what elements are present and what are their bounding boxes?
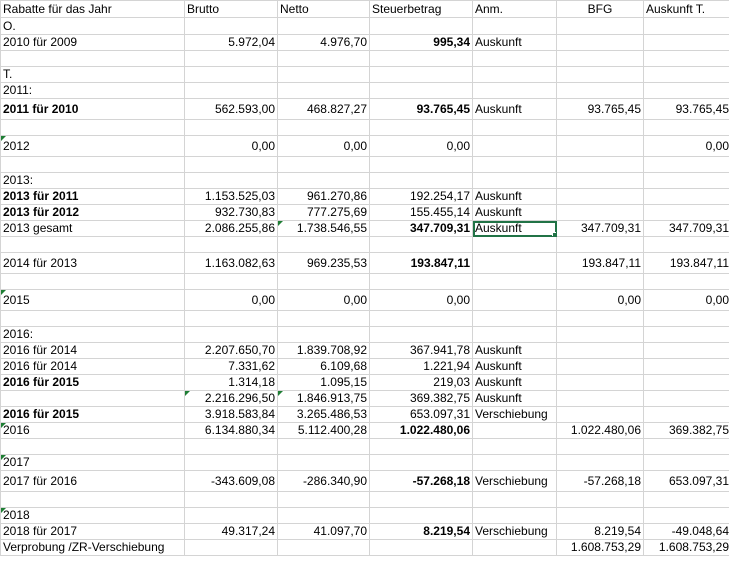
cell-year[interactable]: 2011: [1, 83, 185, 99]
cell-anm[interactable] [473, 136, 557, 157]
cell-bfg[interactable] [557, 375, 644, 391]
cell-auskunft-t[interactable] [644, 311, 729, 327]
cell-bfg[interactable] [557, 455, 644, 471]
cell-auskunft-t[interactable] [644, 67, 729, 83]
cell-auskunft-t[interactable] [644, 51, 729, 67]
cell-anm[interactable] [473, 173, 557, 189]
cell-auskunft-t[interactable] [644, 189, 729, 205]
table-row [1, 524, 729, 540]
cell-anm[interactable]: Auskunft [473, 375, 557, 391]
cell-brutto[interactable] [185, 439, 278, 455]
cell-year[interactable] [1, 51, 185, 67]
cell-netto[interactable] [278, 67, 370, 83]
cell-year[interactable]: 2017 für 2016 [1, 471, 185, 492]
cell-bfg[interactable] [557, 327, 644, 343]
cell-year[interactable]: 2010 für 2009 [1, 35, 185, 51]
cell-anm[interactable] [473, 18, 557, 35]
cell-auskunft-t[interactable]: 0,00 [644, 136, 729, 157]
table-row [1, 253, 729, 274]
cell-netto[interactable] [278, 492, 370, 508]
table-row [1, 67, 729, 83]
cell-brutto[interactable]: 6.134.880,34 [185, 423, 278, 439]
cell-brutto[interactable]: 932.730,83 [185, 205, 278, 221]
cell-bfg[interactable] [557, 136, 644, 157]
cell-year[interactable]: 2016: [1, 327, 185, 343]
cell-brutto[interactable]: 0,00 [185, 290, 278, 311]
table-row [1, 508, 729, 524]
cell-auskunft-t[interactable]: 1.608.753,29 [644, 540, 729, 556]
cell-bfg[interactable] [557, 311, 644, 327]
cell-anm[interactable] [473, 311, 557, 327]
cell-auskunft-t[interactable] [644, 35, 729, 51]
cell-auskunft-t[interactable] [644, 120, 729, 136]
cell-anm[interactable] [473, 253, 557, 274]
cell-year[interactable]: 2018 [1, 508, 185, 524]
cell-steuerbetrag[interactable]: 8.219,54 [370, 524, 473, 540]
cell-year[interactable]: 2016 für 2014 [1, 343, 185, 359]
cell-brutto[interactable] [185, 508, 278, 524]
cell-auskunft-t[interactable] [644, 18, 729, 35]
cell-year[interactable]: 2016 für 2015 [1, 407, 185, 423]
cell-brutto[interactable] [185, 18, 278, 35]
cell-brutto[interactable] [185, 274, 278, 290]
cell-anm[interactable] [473, 492, 557, 508]
header-cell-netto[interactable]: Netto [278, 1, 370, 18]
cell-anm[interactable]: Auskunft [473, 189, 557, 205]
cell-bfg[interactable] [557, 274, 644, 290]
table-row [1, 120, 729, 136]
cell-brutto[interactable] [185, 51, 278, 67]
cell-anm[interactable]: Auskunft [473, 359, 557, 375]
cell-bfg[interactable]: 1.022.480,06 [557, 423, 644, 439]
header-cell-bfg[interactable]: BFG [557, 1, 644, 18]
cell-auskunft-t[interactable]: 193.847,11 [644, 253, 729, 274]
cell-steuerbetrag[interactable]: 192.254,17 [370, 189, 473, 205]
cell-brutto[interactable]: 5.972,04 [185, 35, 278, 51]
cell-steuerbetrag[interactable] [370, 439, 473, 455]
cell-brutto[interactable]: 2.207.650,70 [185, 343, 278, 359]
cell-auskunft-t[interactable] [644, 205, 729, 221]
cell-steuerbetrag[interactable] [370, 173, 473, 189]
cell-year[interactable]: 2012 [1, 136, 185, 157]
cell-bfg[interactable]: -57.268,18 [557, 471, 644, 492]
cell-brutto[interactable] [185, 311, 278, 327]
cell-brutto[interactable]: 1.153.525,03 [185, 189, 278, 205]
cell-brutto[interactable]: 2.086.255,86 [185, 221, 278, 237]
cell-steuerbetrag[interactable]: 193.847,11 [370, 253, 473, 274]
cell-anm[interactable]: Auskunft [473, 391, 557, 407]
cell-year[interactable] [1, 157, 185, 173]
cell-anm[interactable] [473, 439, 557, 455]
cell-netto[interactable] [278, 508, 370, 524]
cell-anm[interactable] [473, 540, 557, 556]
cell-year[interactable]: 2017 [1, 455, 185, 471]
cell-bfg[interactable] [557, 359, 644, 375]
cell-netto[interactable] [278, 237, 370, 253]
cell-steuerbetrag[interactable] [370, 67, 473, 83]
cell-brutto[interactable]: 49.317,24 [185, 524, 278, 540]
cell-netto[interactable]: 777.275,69 [278, 205, 370, 221]
table-row [1, 221, 729, 237]
cell-year[interactable]: 2014 für 2013 [1, 253, 185, 274]
cell-netto[interactable] [278, 311, 370, 327]
cell-anm[interactable]: Auskunft [473, 99, 557, 120]
cell-netto[interactable] [278, 455, 370, 471]
cell-brutto[interactable] [185, 455, 278, 471]
cell-anm[interactable] [473, 327, 557, 343]
cell-netto[interactable]: 5.112.400,28 [278, 423, 370, 439]
cell-auskunft-t[interactable] [644, 391, 729, 407]
table-row [1, 423, 729, 439]
cell-steuerbetrag[interactable]: 369.382,75 [370, 391, 473, 407]
header-row [1, 1, 729, 18]
table-row [1, 327, 729, 343]
cell-steuerbetrag[interactable]: 653.097,31 [370, 407, 473, 423]
cell-netto[interactable] [278, 18, 370, 35]
cell-anm[interactable] [473, 67, 557, 83]
cell-year[interactable] [1, 237, 185, 253]
cell-steuerbetrag[interactable]: 347.709,31 [370, 221, 473, 237]
cell-auskunft-t[interactable] [644, 492, 729, 508]
table-row [1, 407, 729, 423]
cell-anm[interactable]: Verschiebung [473, 471, 557, 492]
cell-netto[interactable]: -286.340,90 [278, 471, 370, 492]
cell-bfg[interactable]: 8.219,54 [557, 524, 644, 540]
cell-auskunft-t[interactable]: -49.048,64 [644, 524, 729, 540]
cell-steuerbetrag[interactable] [370, 18, 473, 35]
cell-brutto[interactable]: 562.593,00 [185, 99, 278, 120]
cell-steuerbetrag[interactable]: 0,00 [370, 136, 473, 157]
table-row [1, 157, 729, 173]
cell-bfg[interactable]: 0,00 [557, 290, 644, 311]
cell-bfg[interactable] [557, 492, 644, 508]
cell-brutto[interactable] [185, 540, 278, 556]
cell-auskunft-t[interactable] [644, 237, 729, 253]
cell-brutto[interactable] [185, 327, 278, 343]
cell-netto[interactable] [278, 120, 370, 136]
cell-auskunft-t[interactable]: 0,00 [644, 290, 729, 311]
table-row [1, 492, 729, 508]
cell-auskunft-t[interactable] [644, 375, 729, 391]
cell-auskunft-t[interactable] [644, 274, 729, 290]
cell-steuerbetrag[interactable]: 367.941,78 [370, 343, 473, 359]
table-row [1, 455, 729, 471]
cell-anm[interactable] [473, 51, 557, 67]
cell-brutto[interactable] [185, 67, 278, 83]
table-row [1, 189, 729, 205]
cell-netto[interactable] [278, 439, 370, 455]
cell-year[interactable]: 2013 für 2011 [1, 189, 185, 205]
cell-brutto[interactable] [185, 83, 278, 99]
cell-anm[interactable]: Auskunft [473, 35, 557, 51]
cell-bfg[interactable] [557, 189, 644, 205]
cell-netto[interactable]: 969.235,53 [278, 253, 370, 274]
cell-netto[interactable] [278, 51, 370, 67]
cell-brutto[interactable] [185, 237, 278, 253]
cell-steuerbetrag[interactable] [370, 157, 473, 173]
cell-netto[interactable]: 468.827,27 [278, 99, 370, 120]
cell-auskunft-t[interactable] [644, 173, 729, 189]
cell-auskunft-t[interactable]: 347.709,31 [644, 221, 729, 237]
cell-year[interactable]: 2013: [1, 173, 185, 189]
cell-brutto[interactable] [185, 157, 278, 173]
table-row [1, 343, 729, 359]
cell-bfg[interactable] [557, 35, 644, 51]
cell-bfg[interactable] [557, 67, 644, 83]
cell-bfg[interactable] [557, 237, 644, 253]
table-row [1, 274, 729, 290]
cell-steuerbetrag[interactable] [370, 237, 473, 253]
cell-bfg[interactable] [557, 205, 644, 221]
cell-steuerbetrag[interactable] [370, 327, 473, 343]
cell-year[interactable]: 2018 für 2017 [1, 524, 185, 540]
cell-netto[interactable]: 0,00 [278, 290, 370, 311]
cell-anm[interactable]: Verschiebung [473, 524, 557, 540]
cell-steuerbetrag[interactable]: 155.455,14 [370, 205, 473, 221]
cell-steuerbetrag[interactable] [370, 540, 473, 556]
cell-year[interactable]: 2011 für 2010 [1, 99, 185, 120]
cell-steuerbetrag[interactable]: 0,00 [370, 290, 473, 311]
table-row [1, 471, 729, 492]
cell-brutto[interactable]: -343.609,08 [185, 471, 278, 492]
cell-year[interactable]: Verprobung /ZR-Verschiebung [1, 540, 185, 556]
cell-anm[interactable] [473, 157, 557, 173]
header-cell-auskunft-t[interactable]: Auskunft T. [644, 1, 729, 18]
table-row [1, 83, 729, 99]
cell-brutto[interactable]: 0,00 [185, 136, 278, 157]
cell-netto[interactable] [278, 157, 370, 173]
cell-bfg[interactable] [557, 120, 644, 136]
cell-auskunft-t[interactable] [644, 407, 729, 423]
cell-year[interactable]: 2016 für 2014 [1, 359, 185, 375]
header-cell-year[interactable]: Rabatte für das Jahr [1, 1, 185, 18]
table-row [1, 359, 729, 375]
cell-year[interactable] [1, 492, 185, 508]
cell-bfg[interactable] [557, 173, 644, 189]
cell-netto[interactable]: 0,00 [278, 136, 370, 157]
table-row [1, 375, 729, 391]
cell-netto[interactable]: 1.846.913,75 [278, 391, 370, 407]
cell-netto[interactable] [278, 540, 370, 556]
header-cell-brutto[interactable]: Brutto [185, 1, 278, 18]
cell-bfg[interactable]: 93.765,45 [557, 99, 644, 120]
header-cell-anm[interactable]: Anm. [473, 1, 557, 18]
cell-bfg[interactable]: 193.847,11 [557, 253, 644, 274]
cell-bfg[interactable] [557, 157, 644, 173]
cell-brutto[interactable] [185, 120, 278, 136]
cell-netto[interactable] [278, 173, 370, 189]
cell-year[interactable]: T. [1, 67, 185, 83]
cell-anm[interactable]: Auskunft [473, 221, 557, 237]
cell-year[interactable] [1, 439, 185, 455]
cell-bfg[interactable] [557, 343, 644, 359]
cell-auskunft-t[interactable]: 653.097,31 [644, 471, 729, 492]
cell-steuerbetrag[interactable] [370, 274, 473, 290]
cell-year[interactable]: O. [1, 18, 185, 35]
cell-auskunft-t[interactable]: 369.382,75 [644, 423, 729, 439]
table-row [1, 99, 729, 120]
cell-anm[interactable] [473, 290, 557, 311]
cell-steuerbetrag[interactable] [370, 455, 473, 471]
cell-bfg[interactable] [557, 18, 644, 35]
cell-steuerbetrag[interactable]: 995,34 [370, 35, 473, 51]
cell-netto[interactable]: 1.095,15 [278, 375, 370, 391]
table-row [1, 311, 729, 327]
table-row [1, 391, 729, 407]
cell-anm[interactable] [473, 120, 557, 136]
sheet-body [1, 18, 729, 556]
cell-steuerbetrag[interactable]: -57.268,18 [370, 471, 473, 492]
cell-netto[interactable] [278, 274, 370, 290]
cell-anm[interactable]: Auskunft [473, 343, 557, 359]
cell-netto[interactable] [278, 83, 370, 99]
cell-year[interactable] [1, 120, 185, 136]
cell-netto[interactable]: 1.738.546,55 [278, 221, 370, 237]
cell-steuerbetrag[interactable]: 219,03 [370, 375, 473, 391]
cell-steuerbetrag[interactable] [370, 508, 473, 524]
cell-brutto[interactable]: 1.163.082,63 [185, 253, 278, 274]
table-row [1, 290, 729, 311]
cell-steuerbetrag[interactable] [370, 120, 473, 136]
cell-netto[interactable]: 4.976,70 [278, 35, 370, 51]
cell-auskunft-t[interactable] [644, 455, 729, 471]
cell-auskunft-t[interactable] [644, 508, 729, 524]
cell-netto[interactable] [278, 327, 370, 343]
cell-bfg[interactable] [557, 83, 644, 99]
table-row [1, 173, 729, 189]
cell-anm[interactable]: Verschiebung [473, 407, 557, 423]
table-row [1, 237, 729, 253]
cell-anm[interactable] [473, 508, 557, 524]
cell-year[interactable] [1, 311, 185, 327]
cell-year[interactable] [1, 274, 185, 290]
cell-year[interactable] [1, 391, 185, 407]
cell-bfg[interactable] [557, 51, 644, 67]
cell-brutto[interactable] [185, 492, 278, 508]
cell-steuerbetrag[interactable]: 1.022.480,06 [370, 423, 473, 439]
cell-anm[interactable] [473, 455, 557, 471]
cell-steuerbetrag[interactable]: 1.221,94 [370, 359, 473, 375]
table-row [1, 136, 729, 157]
cell-anm[interactable] [473, 237, 557, 253]
cell-steuerbetrag[interactable] [370, 83, 473, 99]
cell-netto[interactable]: 1.839.708,92 [278, 343, 370, 359]
cell-bfg[interactable] [557, 508, 644, 524]
cell-anm[interactable] [473, 274, 557, 290]
cell-auskunft-t[interactable] [644, 359, 729, 375]
cell-bfg[interactable] [557, 439, 644, 455]
cell-netto[interactable]: 41.097,70 [278, 524, 370, 540]
cell-year[interactable]: 2013 für 2012 [1, 205, 185, 221]
cell-steuerbetrag[interactable] [370, 492, 473, 508]
cell-steuerbetrag[interactable]: 93.765,45 [370, 99, 473, 120]
cell-auskunft-t[interactable] [644, 439, 729, 455]
cell-year[interactable]: 2016 für 2015 [1, 375, 185, 391]
cell-year[interactable]: 2015 [1, 290, 185, 311]
cell-brutto[interactable]: 3.918.583,84 [185, 407, 278, 423]
cell-bfg[interactable] [557, 407, 644, 423]
cell-netto[interactable]: 3.265.486,53 [278, 407, 370, 423]
header-cell-steuerbetrag[interactable]: Steuerbetrag [370, 1, 473, 18]
cell-brutto[interactable]: 7.331,62 [185, 359, 278, 375]
cell-bfg[interactable]: 347.709,31 [557, 221, 644, 237]
cell-bfg[interactable] [557, 391, 644, 407]
cell-brutto[interactable]: 1.314,18 [185, 375, 278, 391]
table-row [1, 35, 729, 51]
cell-anm[interactable] [473, 423, 557, 439]
cell-brutto[interactable]: 2.216.296,50 [185, 391, 278, 407]
cell-netto[interactable]: 961.270,86 [278, 189, 370, 205]
cell-auskunft-t[interactable] [644, 327, 729, 343]
cell-anm[interactable] [473, 83, 557, 99]
table-row [1, 205, 729, 221]
cell-anm[interactable]: Auskunft [473, 205, 557, 221]
table-row [1, 18, 729, 35]
cell-year[interactable]: 2016 [1, 423, 185, 439]
cell-auskunft-t[interactable] [644, 157, 729, 173]
cell-steuerbetrag[interactable] [370, 51, 473, 67]
cell-year[interactable]: 2013 gesamt [1, 221, 185, 237]
cell-bfg[interactable]: 1.608.753,29 [557, 540, 644, 556]
cell-auskunft-t[interactable] [644, 83, 729, 99]
cell-brutto[interactable] [185, 173, 278, 189]
cell-netto[interactable]: 6.109,68 [278, 359, 370, 375]
table-row [1, 51, 729, 67]
table-row [1, 540, 729, 556]
cell-auskunft-t[interactable] [644, 343, 729, 359]
cell-auskunft-t[interactable]: 93.765,45 [644, 99, 729, 120]
cell-steuerbetrag[interactable] [370, 311, 473, 327]
table-row [1, 439, 729, 455]
